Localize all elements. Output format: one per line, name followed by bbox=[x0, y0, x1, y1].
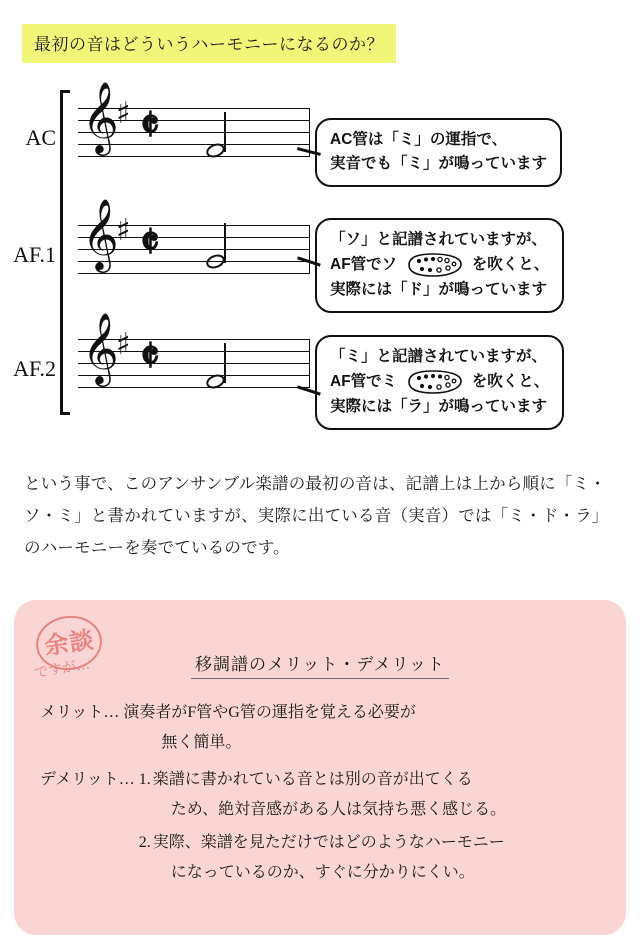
callout-line: 「ミ」と記譜されていますが、 bbox=[330, 348, 548, 365]
demerit-value bbox=[139, 765, 506, 891]
note-stem bbox=[224, 343, 226, 383]
demerit-row bbox=[40, 765, 604, 891]
callout-text-post: を吹くと、 bbox=[471, 373, 550, 391]
callout-line: AC管は「ミ」の運指で、 bbox=[330, 131, 508, 148]
callout-line: 実際には「ラ」が鳴っています bbox=[330, 398, 548, 416]
demerit-text bbox=[153, 765, 506, 824]
stamp-label: 余談 bbox=[42, 627, 97, 661]
part-label-ac: AC bbox=[25, 125, 56, 150]
callout-text-post: を吹くと、 bbox=[471, 256, 550, 274]
aside-title bbox=[14, 650, 626, 675]
aside-title-text: 移調譜のメリット・デメリット bbox=[191, 655, 449, 679]
staff-ac bbox=[78, 80, 310, 156]
common-time-icon: 𝄵 bbox=[140, 331, 160, 382]
callout-ac bbox=[315, 118, 562, 187]
demerit-line-1: 実際、楽譜を見ただけではどのようなハーモニー bbox=[152, 834, 505, 852]
list-item bbox=[139, 765, 506, 824]
key-signature-sharp-icon: ♯ bbox=[116, 96, 131, 131]
key-signature-sharp-icon: ♯ bbox=[116, 213, 131, 248]
note-stem bbox=[224, 112, 226, 152]
demerit-text bbox=[153, 828, 505, 887]
demerit-line-2: になっているのか、すぐに分かりにくい。 bbox=[170, 863, 475, 881]
staff-af2 bbox=[78, 311, 310, 387]
note-stem bbox=[224, 223, 226, 263]
callout-text-pre: AF管でミ bbox=[330, 373, 398, 391]
aside-content bbox=[40, 698, 604, 900]
barline bbox=[309, 339, 311, 388]
stamp-sublabel: ですが… bbox=[33, 657, 92, 682]
common-time-icon: 𝄵 bbox=[140, 217, 160, 268]
demerit-list bbox=[139, 765, 506, 887]
staff-line bbox=[78, 387, 310, 388]
callout-text-pre: AF管でソ bbox=[330, 256, 398, 274]
common-time-icon: 𝄵 bbox=[140, 100, 160, 151]
callout-af2 bbox=[315, 335, 564, 430]
system-brace bbox=[60, 90, 70, 415]
staff-af1 bbox=[78, 197, 310, 273]
music-score bbox=[13, 80, 310, 415]
demerit-number: 2. bbox=[138, 834, 151, 852]
part-label-af1: AF.1 bbox=[13, 242, 56, 267]
merit-value bbox=[123, 698, 415, 757]
ocarina-fingering-icon bbox=[403, 369, 465, 395]
callout-line-with-fingering bbox=[330, 369, 549, 395]
callout-af1 bbox=[315, 218, 564, 313]
merit-key: メリット… bbox=[40, 704, 120, 721]
staff-line bbox=[78, 156, 310, 157]
treble-clef-icon: 𝄞 bbox=[82, 197, 119, 270]
demerit-number: 1. bbox=[138, 771, 151, 789]
ocarina-fingering-icon bbox=[403, 252, 465, 278]
merit-line-1: 演奏者がF管やG管の運指を覚える必要が bbox=[123, 704, 416, 721]
treble-clef-icon: 𝄞 bbox=[82, 80, 119, 153]
demerit-line-2: ため、絶対音感がある人は気持ち悪く感じる。 bbox=[170, 800, 507, 818]
callout-line: 「ソ」と記譜されていますが、 bbox=[330, 231, 548, 248]
demerit-key: デメリット… bbox=[40, 771, 135, 789]
merit-row bbox=[40, 698, 604, 757]
aside-note-box bbox=[14, 600, 626, 935]
callout-line: 実際には「ド」が鳴っています bbox=[330, 281, 548, 299]
body-paragraph: という事で、このアンサンブル楽譜の最初の音は、記譜上は上から順に「ミ・ソ・ミ」と書かれていますが、実際に出ている音（実音）では「ミ・ド・ラ」のハーモニーを奏でているのです。 bbox=[24, 474, 609, 558]
part-label-af2: AF.2 bbox=[13, 356, 56, 381]
barline bbox=[309, 225, 311, 274]
demerit-line-1: 楽譜に書かれている音とは別の音が出てくる bbox=[152, 771, 473, 789]
key-signature-sharp-icon: ♯ bbox=[116, 327, 131, 362]
question-heading: 最初の音はどういうハーモニーになるのか？ bbox=[22, 24, 396, 63]
list-item bbox=[139, 828, 506, 887]
callout-line-with-fingering bbox=[330, 252, 549, 278]
merit-line-2: 無く簡単。 bbox=[161, 733, 242, 751]
staff-line bbox=[78, 273, 310, 274]
treble-clef-icon: 𝄞 bbox=[82, 311, 119, 384]
callout-line: 実音でも「ミ」が鳴っています bbox=[330, 155, 548, 173]
